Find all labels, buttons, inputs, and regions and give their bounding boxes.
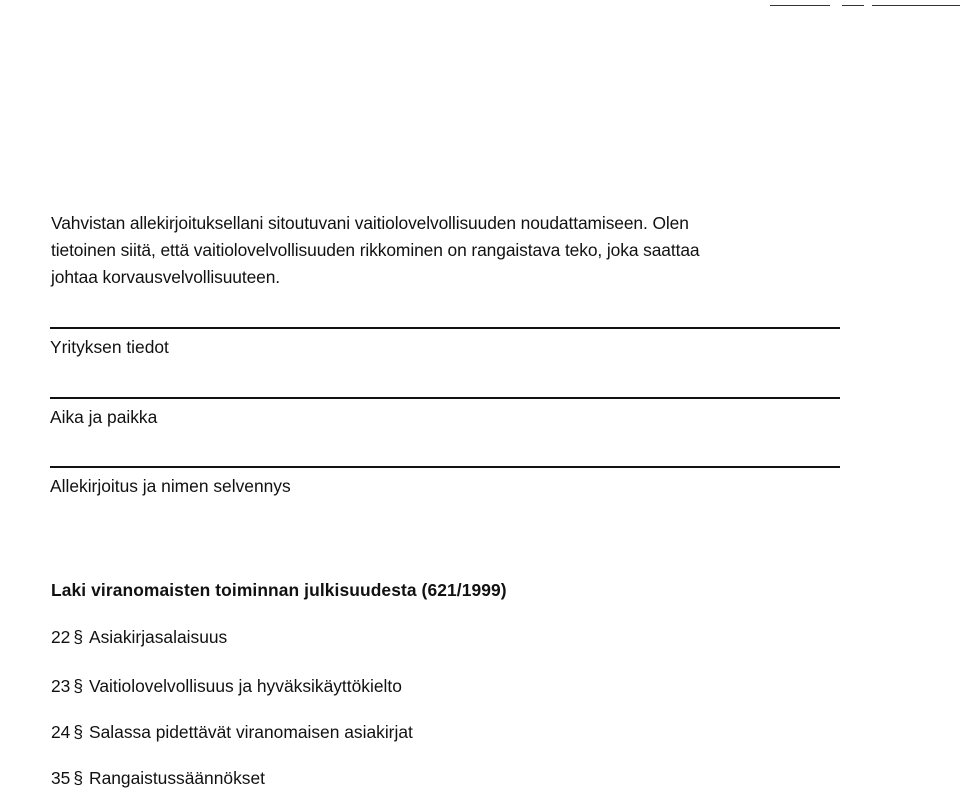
confidentiality-statement xyxy=(51,210,851,291)
section-number: 24 xyxy=(51,722,71,742)
scan-artifact-line xyxy=(842,5,864,6)
time-place-line xyxy=(50,397,840,399)
section-symbol: § xyxy=(73,627,84,647)
section-title: Rangaistussäännökset xyxy=(89,768,265,788)
law-section xyxy=(51,721,413,743)
statement-line: johtaa korvausvelvollisuuteen. xyxy=(51,267,281,287)
signature-line xyxy=(50,466,840,468)
section-number: 23 xyxy=(51,676,71,696)
section-title: Asiakirjasalaisuus xyxy=(89,627,228,647)
law-section xyxy=(51,675,402,697)
section-number: 35 xyxy=(51,768,71,788)
statement-line: tietoinen siitä, että vaitiolovelvollisuuden rikkominen on rangaistava teko, joka saattaa xyxy=(51,240,700,260)
section-symbol: § xyxy=(73,768,84,788)
section-title: Vaitiolovelvollisuus ja hyväksikäyttökielto xyxy=(89,676,402,696)
statement-line: Vahvistan allekirjoituksellani sitoutuvani vaitiolovelvollisuuden noudattamiseen. Olen xyxy=(51,213,689,233)
section-symbol: § xyxy=(73,676,84,696)
scan-artifact-line xyxy=(770,5,830,6)
law-section xyxy=(51,626,227,648)
section-number: 22 xyxy=(51,627,71,647)
time-place-label: Aika ja paikka xyxy=(50,407,158,427)
law-section xyxy=(51,767,265,789)
section-title: Salassa pidettävät viranomaisen asiakirjat xyxy=(89,722,413,742)
law-title: Laki viranomaisten toiminnan julkisuudesta (621/1999) xyxy=(51,580,507,600)
company-info-field[interactable] xyxy=(50,327,840,357)
signature-field[interactable] xyxy=(50,466,840,496)
company-info-line xyxy=(50,327,840,329)
company-info-label: Yrityksen tiedot xyxy=(50,337,169,357)
section-symbol: § xyxy=(73,722,84,742)
scan-artifact-line xyxy=(872,5,960,6)
time-place-field[interactable] xyxy=(50,397,840,427)
signature-label: Allekirjoitus ja nimen selvennys xyxy=(50,476,291,496)
